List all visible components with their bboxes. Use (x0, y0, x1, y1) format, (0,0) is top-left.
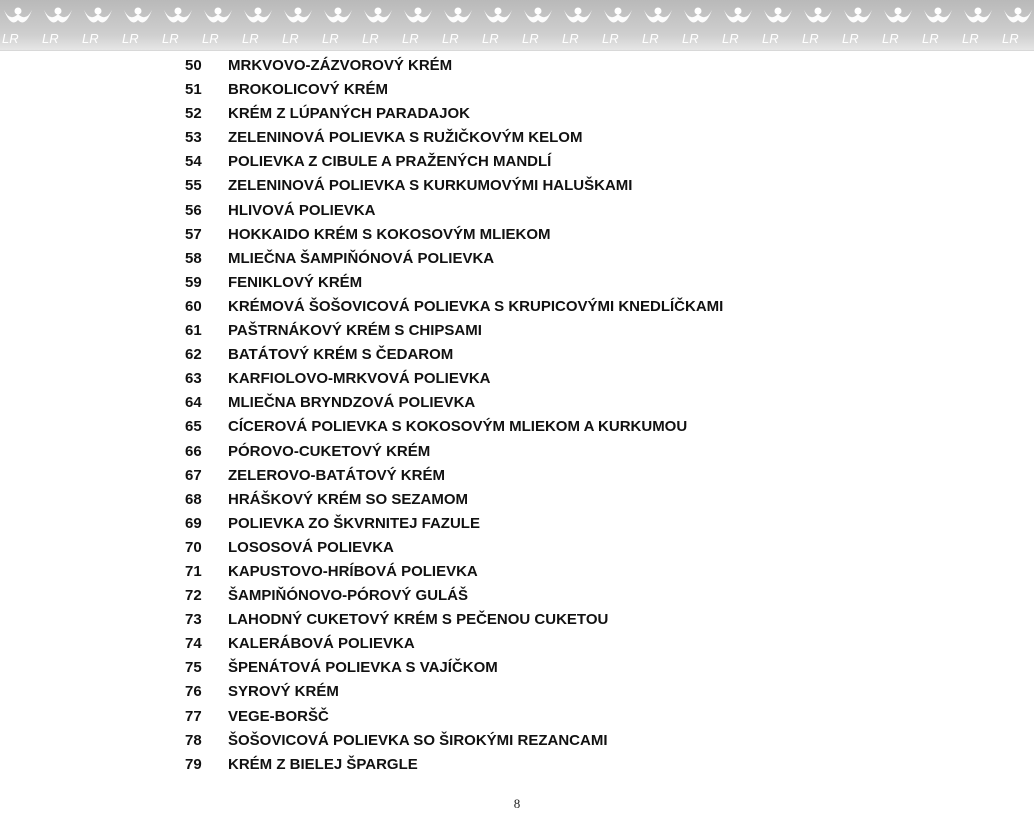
list-item (0, 199, 1034, 223)
recipe-name: HOKKAIDO KRÉM S KOKOSOVÝM MLIEKOM (228, 225, 551, 243)
recipe-number: 74 (185, 635, 202, 653)
logo-text: LR (522, 31, 539, 46)
recipe-name: MLIEČNA BRYNDZOVÁ POLIEVKA (228, 394, 476, 412)
recipe-number: 72 (185, 587, 202, 605)
recipe-number: 60 (185, 297, 202, 315)
logo-text: LR (842, 31, 859, 46)
list-item (0, 367, 1034, 391)
recipe-number: 57 (185, 225, 202, 243)
lotus-ornament-icon (2, 8, 32, 47)
recipe-name: BROKOLICOVÝ KRÉM (228, 81, 389, 99)
lotus-ornament-icon (442, 8, 472, 47)
logo-text: LR (1002, 31, 1019, 46)
recipe-number: 65 (185, 418, 202, 436)
logo-text: LR (122, 31, 139, 46)
recipe-name: HLIVOVÁ POLIEVKA (228, 201, 376, 219)
list-item (0, 343, 1034, 367)
lotus-ornament-icon (482, 8, 512, 47)
list-item (0, 295, 1034, 319)
recipe-name: KRÉM Z LÚPANÝCH PARADAJOK (228, 105, 470, 123)
recipe-name: KRÉMOVÁ ŠOŠOVICOVÁ POLIEVKA S KRUPICOVÝMI KNEDLÍČKAMI (228, 297, 724, 315)
recipe-name: ZELENINOVÁ POLIEVKA S KURKUMOVÝMI HALUŠKAMI (228, 177, 633, 195)
lotus-ornament-icon (922, 8, 952, 47)
recipe-name: ŠAMPIŇÓNOVO-PÓROVÝ GULÁŠ (228, 587, 469, 605)
lotus-ornament-icon (842, 8, 872, 47)
recipe-name: PAŠTRNÁKOVÝ KRÉM S CHIPSAMI (228, 322, 482, 340)
logo-text: LR (242, 31, 259, 46)
list-item (0, 560, 1034, 584)
list-item (0, 656, 1034, 680)
lotus-ornament-icon (802, 8, 832, 47)
lotus-ornament-icon (362, 8, 392, 47)
lotus-ornament-icon (962, 8, 992, 47)
logo-text: LR (482, 31, 499, 46)
recipe-name: POLIEVKA Z CIBULE A PRAŽENÝCH MANDLÍ (228, 153, 552, 171)
logo-text: LR (722, 31, 739, 46)
list-item (0, 753, 1034, 777)
recipe-name: LOSOSOVÁ POLIEVKA (228, 538, 394, 556)
lotus-ornament-icon (202, 8, 232, 47)
recipe-number: 78 (185, 731, 202, 749)
lotus-ornament-icon (562, 8, 592, 47)
recipe-number: 58 (185, 249, 202, 267)
recipe-name: KRÉM Z BIELEJ ŠPARGLE (228, 755, 418, 773)
recipe-name: ŠPENÁTOVÁ POLIEVKA S VAJÍČKOM (228, 659, 498, 677)
logo-text: LR (402, 31, 419, 46)
recipe-name: ZELEROVO-BATÁTOVÝ KRÉM (228, 466, 445, 484)
list-item (0, 174, 1034, 198)
logo-text: LR (322, 31, 339, 46)
recipe-name: LAHODNÝ CUKETOVÝ KRÉM S PEČENOU CUKETOU (228, 611, 609, 629)
recipe-number: 67 (185, 466, 202, 484)
recipe-name: VEGE-BORŠČ (228, 707, 329, 725)
lotus-ornament-icon (882, 8, 912, 47)
logo-text: LR (562, 31, 579, 46)
logo-text: LR (202, 31, 219, 46)
list-item (0, 54, 1034, 78)
list-item (0, 705, 1034, 729)
recipe-number: 68 (185, 490, 202, 508)
logo-text: LR (2, 31, 19, 46)
lotus-ornament-icon (682, 8, 712, 47)
recipe-name: KAPUSTOVO-HRÍBOVÁ POLIEVKA (228, 562, 478, 580)
lotus-ornament-icon (762, 8, 792, 47)
lotus-ornament-icon (522, 8, 552, 47)
page-number: 8 (513, 796, 521, 811)
recipe-name: ŠOŠOVICOVÁ POLIEVKA SO ŠIROKÝMI REZANCAMI (228, 731, 608, 749)
logo-text: LR (922, 31, 939, 46)
list-item (0, 680, 1034, 704)
recipe-name: PÓROVO-CUKETOVÝ KRÉM (228, 442, 431, 460)
logo-text: LR (962, 31, 979, 46)
recipe-number: 50 (185, 57, 202, 74)
lotus-ornament-icon (162, 8, 192, 47)
recipe-name: CÍCEROVÁ POLIEVKA S KOKOSOVÝM MLIEKOM A KURKUMOU (228, 418, 688, 436)
list-item (0, 223, 1034, 247)
list-item (0, 78, 1034, 102)
recipe-number: 76 (185, 683, 202, 701)
logo-text: LR (82, 31, 99, 46)
list-item (0, 247, 1034, 271)
list-item (0, 512, 1034, 536)
recipe-name: BATÁTOVÝ KRÉM S ČEDAROM (228, 346, 454, 364)
header-pattern (0, 0, 1034, 50)
list-item (0, 319, 1034, 343)
recipe-list (0, 54, 1034, 777)
recipe-name: FENIKLOVÝ KRÉM (228, 273, 363, 291)
recipe-name: KARFIOLOVO-MRKVOVÁ POLIEVKA (228, 370, 491, 388)
list-item (0, 536, 1034, 560)
recipe-name: KALERÁBOVÁ POLIEVKA (228, 635, 415, 653)
list-item (0, 608, 1034, 632)
recipe-name: MRKVOVO-ZÁZVOROVÝ KRÉM (228, 57, 453, 74)
list-item (0, 464, 1034, 488)
recipe-name: MLIEČNA ŠAMPIŇÓNOVÁ POLIEVKA (228, 249, 495, 267)
logo-text: LR (682, 31, 699, 46)
recipe-number: 64 (185, 394, 202, 412)
lotus-ornament-icon (282, 8, 312, 47)
logo-text: LR (802, 31, 819, 46)
recipe-number: 53 (185, 129, 202, 147)
logo-text: LR (42, 31, 59, 46)
lotus-ornament-icon (722, 8, 752, 47)
list-item (0, 440, 1034, 464)
recipe-number: 59 (185, 273, 202, 291)
recipe-name: HRÁŠKOVÝ KRÉM SO SEZAMOM (228, 490, 469, 508)
list-item (0, 415, 1034, 439)
recipe-number: 55 (185, 177, 202, 195)
recipe-number: 61 (185, 322, 202, 340)
logo-text: LR (762, 31, 779, 46)
lotus-ornament-icon (322, 8, 352, 47)
logo-text: LR (642, 31, 659, 46)
logo-text: LR (602, 31, 619, 46)
recipe-number: 79 (185, 755, 202, 773)
recipe-number: 56 (185, 201, 202, 219)
lotus-ornament-icon (82, 8, 112, 47)
logo-text: LR (362, 31, 379, 46)
recipe-name: POLIEVKA ZO ŠKVRNITEJ FAZULE (228, 514, 480, 532)
recipe-number: 71 (185, 562, 202, 580)
logo-text: LR (442, 31, 459, 46)
recipe-number: 77 (185, 707, 202, 725)
list-item (0, 584, 1034, 608)
recipe-number: 66 (185, 442, 202, 460)
recipe-number: 63 (185, 370, 202, 388)
lotus-ornament-icon (122, 8, 152, 47)
lotus-ornament-icon (242, 8, 272, 47)
list-item (0, 126, 1034, 150)
logo-text: LR (882, 31, 899, 46)
logo-text: LR (282, 31, 299, 46)
list-item (0, 150, 1034, 174)
recipe-number: 54 (185, 153, 202, 171)
list-item (0, 488, 1034, 512)
lotus-ornament-icon (1002, 8, 1032, 47)
logo-text: LR (162, 31, 179, 46)
list-item (0, 632, 1034, 656)
lotus-ornament-icon (642, 8, 672, 47)
list-item (0, 391, 1034, 415)
list-item (0, 729, 1034, 753)
recipe-number: 70 (185, 538, 202, 556)
recipe-number: 51 (185, 81, 202, 99)
recipe-name: ZELENINOVÁ POLIEVKA S RUŽIČKOVÝM KELOM (228, 129, 583, 147)
lotus-ornament-icon (602, 8, 632, 47)
header-ornament-band (0, 0, 1034, 51)
recipe-number: 52 (185, 105, 202, 123)
lotus-ornament-icon (402, 8, 432, 47)
recipe-number: 69 (185, 514, 202, 532)
recipe-number: 75 (185, 659, 202, 677)
lotus-ornament-icon (42, 8, 72, 47)
recipe-number: 73 (185, 611, 202, 629)
list-item (0, 271, 1034, 295)
recipe-name: SYROVÝ KRÉM (228, 683, 339, 701)
list-item (0, 102, 1034, 126)
recipe-number: 62 (185, 346, 202, 364)
